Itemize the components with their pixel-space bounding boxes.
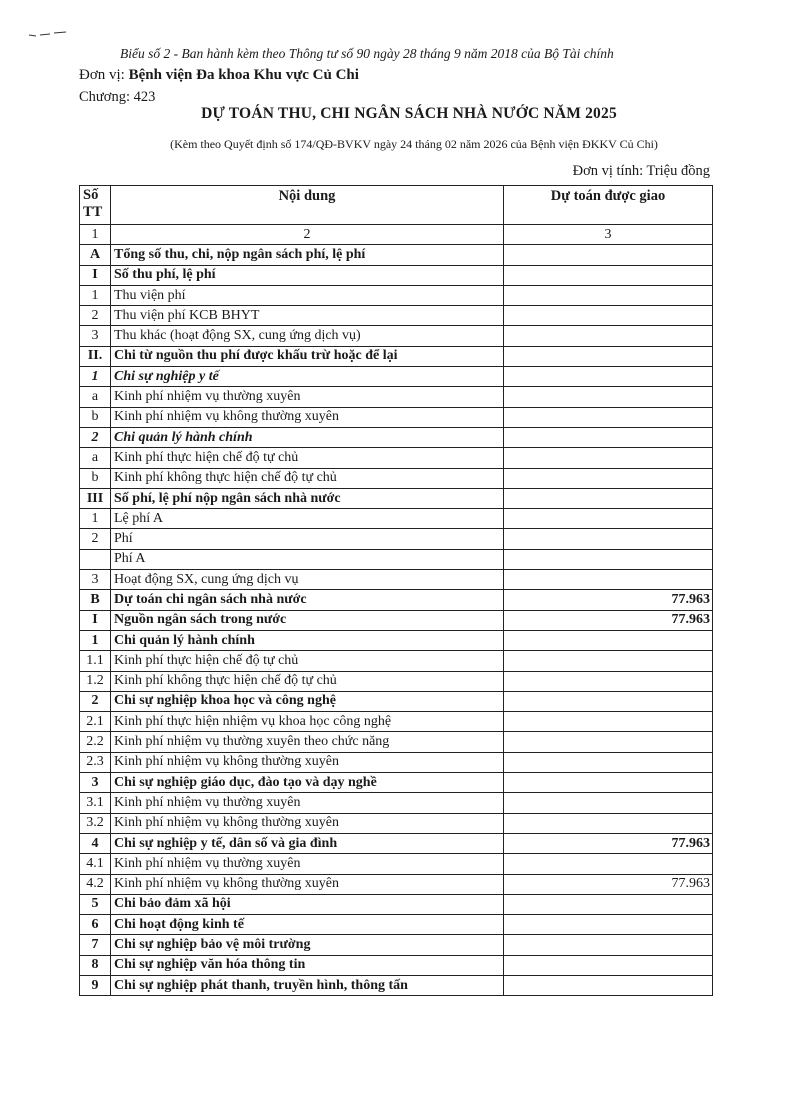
row-content: Kinh phí thực hiện chế độ tự chủ	[111, 651, 504, 671]
row-content: Kinh phí nhiệm vụ thường xuyên	[111, 793, 504, 813]
row-content: Hoạt động SX, cung ứng dịch vụ	[111, 570, 504, 590]
row-content: Kinh phí không thực hiện chế độ tự chủ	[111, 671, 504, 691]
row-value	[504, 935, 713, 955]
row-number: 1	[80, 509, 111, 529]
row-content: Chi hoạt động kinh tế	[111, 915, 504, 935]
row-number: b	[80, 468, 111, 488]
row-number: 1	[80, 630, 111, 650]
row-number: III	[80, 488, 111, 508]
row-value	[504, 529, 713, 549]
unit-name: Bệnh viện Đa khoa Khu vực Củ Chi	[128, 67, 359, 83]
row-content: Kinh phí thực hiện chế độ tự chủ	[111, 448, 504, 468]
row-number: a	[80, 387, 111, 407]
scan-mark	[28, 30, 68, 38]
row-value: 77.963	[504, 874, 713, 894]
row-value	[504, 975, 713, 995]
row-content: Kinh phí nhiệm vụ không thường xuyên	[111, 813, 504, 833]
table-row	[80, 306, 713, 326]
row-content: Chi bảo đảm xã hội	[111, 894, 504, 914]
row-value	[504, 367, 713, 387]
table-row	[80, 590, 713, 610]
row-number: I	[80, 610, 111, 630]
table-row	[80, 955, 713, 975]
row-number: 1.1	[80, 651, 111, 671]
row-value	[504, 427, 713, 447]
form-note: Biểu số 2 - Ban hành kèm theo Thông tư số 90 ngày 28 tháng 9 năm 2018 của Bộ Tài chính	[120, 46, 614, 61]
row-content: Chi sự nghiệp phát thanh, truyền hình, thông tấn	[111, 975, 504, 995]
row-number: 6	[80, 915, 111, 935]
row-number: 4.1	[80, 854, 111, 874]
table-row	[80, 367, 713, 387]
table-row	[80, 346, 713, 366]
row-number: 1	[80, 285, 111, 305]
row-value	[504, 691, 713, 711]
row-value	[504, 894, 713, 914]
row-content: Số thu phí, lệ phí	[111, 265, 504, 285]
row-content: Chi sự nghiệp giáo dục, đào tạo và dạy nghề	[111, 773, 504, 793]
row-number: B	[80, 590, 111, 610]
row-number: 4.2	[80, 874, 111, 894]
table-row	[80, 610, 713, 630]
chapter: Chương: 423	[79, 89, 156, 105]
row-value	[504, 265, 713, 285]
row-content: Nguồn ngân sách trong nước	[111, 610, 504, 630]
row-content: Kinh phí nhiệm vụ không thường xuyên	[111, 407, 504, 427]
column-number-row	[80, 225, 713, 245]
table-row	[80, 427, 713, 447]
row-content: Thu viện phí	[111, 285, 504, 305]
row-content: Kinh phí nhiệm vụ thường xuyên theo chức năng	[111, 732, 504, 752]
row-value	[504, 630, 713, 650]
header-content: Nội dung	[111, 186, 504, 225]
row-number: 3	[80, 570, 111, 590]
row-content: Chi sự nghiệp y tế	[111, 367, 504, 387]
table-row	[80, 732, 713, 752]
row-number: 2	[80, 306, 111, 326]
table-row	[80, 407, 713, 427]
row-content: Kinh phí thực hiện nhiệm vụ khoa học công nghệ	[111, 712, 504, 732]
row-number: 2.3	[80, 752, 111, 772]
table-row	[80, 468, 713, 488]
row-number: II.	[80, 346, 111, 366]
table-row	[80, 509, 713, 529]
row-value	[504, 793, 713, 813]
row-content: Số phí, lệ phí nộp ngân sách nhà nước	[111, 488, 504, 508]
table-row	[80, 245, 713, 265]
row-content: Kinh phí nhiệm vụ không thường xuyên	[111, 752, 504, 772]
row-number: 2	[80, 427, 111, 447]
row-number: 3.2	[80, 813, 111, 833]
row-value	[504, 245, 713, 265]
row-number: 2.2	[80, 732, 111, 752]
row-number: A	[80, 245, 111, 265]
row-value	[504, 651, 713, 671]
column-number: 1	[80, 225, 111, 245]
row-value	[504, 955, 713, 975]
row-value	[504, 346, 713, 366]
row-value	[504, 570, 713, 590]
row-value	[504, 306, 713, 326]
row-content: Kinh phí nhiệm vụ không thường xuyên	[111, 874, 504, 894]
table-row	[80, 935, 713, 955]
row-value	[504, 732, 713, 752]
table-row	[80, 712, 713, 732]
row-number: 3.1	[80, 793, 111, 813]
row-value: 77.963	[504, 590, 713, 610]
row-value	[504, 387, 713, 407]
row-value: 77.963	[504, 833, 713, 853]
row-number: 8	[80, 955, 111, 975]
table-row	[80, 285, 713, 305]
row-content: Kinh phí nhiệm vụ thường xuyên	[111, 387, 504, 407]
row-value: 77.963	[504, 610, 713, 630]
row-number: 3	[80, 326, 111, 346]
unit-label: Đơn vị:	[79, 67, 125, 83]
table-row	[80, 570, 713, 590]
row-content: Chi quản lý hành chính	[111, 427, 504, 447]
table-row	[80, 326, 713, 346]
row-content: Chi sự nghiệp khoa học và công nghệ	[111, 691, 504, 711]
row-number: 4	[80, 833, 111, 853]
row-number: 9	[80, 975, 111, 995]
column-number: 3	[504, 225, 713, 245]
row-number: 2	[80, 691, 111, 711]
row-value	[504, 549, 713, 569]
row-content: Chi quản lý hành chính	[111, 630, 504, 650]
row-value	[504, 509, 713, 529]
table-row	[80, 488, 713, 508]
table-row	[80, 854, 713, 874]
row-value	[504, 752, 713, 772]
table-row	[80, 630, 713, 650]
row-value	[504, 285, 713, 305]
table-header-row	[80, 186, 713, 225]
table-row	[80, 833, 713, 853]
header-no: Số TT	[80, 186, 111, 225]
table-row	[80, 651, 713, 671]
table-row	[80, 915, 713, 935]
table-row	[80, 813, 713, 833]
row-content: Tổng số thu, chi, nộp ngân sách phí, lệ phí	[111, 245, 504, 265]
row-content: Kinh phí không thực hiện chế độ tự chủ	[111, 468, 504, 488]
table-row	[80, 387, 713, 407]
table-row	[80, 671, 713, 691]
row-value	[504, 854, 713, 874]
row-content: Dự toán chi ngân sách nhà nước	[111, 590, 504, 610]
table-row	[80, 529, 713, 549]
row-value	[504, 407, 713, 427]
unit-line	[79, 67, 359, 84]
table-row	[80, 874, 713, 894]
table-row	[80, 752, 713, 772]
row-value	[504, 915, 713, 935]
table-row	[80, 793, 713, 813]
row-content: Kinh phí nhiệm vụ thường xuyên	[111, 854, 504, 874]
row-number: I	[80, 265, 111, 285]
row-content: Thu viện phí KCB BHYT	[111, 306, 504, 326]
row-value	[504, 813, 713, 833]
row-number: 1	[80, 367, 111, 387]
header-value: Dự toán được giao	[504, 186, 713, 225]
row-number: 2.1	[80, 712, 111, 732]
row-content: Chi sự nghiệp bảo vệ môi trường	[111, 935, 504, 955]
row-value	[504, 468, 713, 488]
row-number: 2	[80, 529, 111, 549]
row-number: 7	[80, 935, 111, 955]
row-value	[504, 671, 713, 691]
row-value	[504, 448, 713, 468]
row-number: 1.2	[80, 671, 111, 691]
row-content: Chi sự nghiệp y tế, dân số và gia đình	[111, 833, 504, 853]
row-number: a	[80, 448, 111, 468]
row-content: Phí A	[111, 549, 504, 569]
table-row	[80, 894, 713, 914]
table-row	[80, 265, 713, 285]
table-row	[80, 773, 713, 793]
row-number: 3	[80, 773, 111, 793]
row-content: Chi sự nghiệp văn hóa thông tin	[111, 955, 504, 975]
row-number	[80, 549, 111, 569]
table-row	[80, 975, 713, 995]
row-number: b	[80, 407, 111, 427]
budget-table	[79, 185, 713, 996]
row-content: Lệ phí A	[111, 509, 504, 529]
table-row	[80, 691, 713, 711]
table-row	[80, 448, 713, 468]
document-subtitle: (Kèm theo Quyết định số 174/QĐ-BVKV ngày 24 tháng 02 năm 2026 của Bệnh viện ĐKKV Củ Chi)	[170, 137, 658, 151]
row-content: Chi từ nguồn thu phí được khấu trừ hoặc để lại	[111, 346, 504, 366]
row-value	[504, 773, 713, 793]
row-content: Phí	[111, 529, 504, 549]
row-value	[504, 326, 713, 346]
column-number: 2	[111, 225, 504, 245]
row-value	[504, 712, 713, 732]
currency-unit: Đơn vị tính: Triệu đồng	[572, 163, 710, 179]
row-number: 5	[80, 894, 111, 914]
table-row	[80, 549, 713, 569]
document-title: DỰ TOÁN THU, CHI NGÂN SÁCH NHÀ NƯỚC NĂM 2025	[201, 105, 617, 122]
row-content: Thu khác (hoạt động SX, cung ứng dịch vụ)	[111, 326, 504, 346]
row-value	[504, 488, 713, 508]
